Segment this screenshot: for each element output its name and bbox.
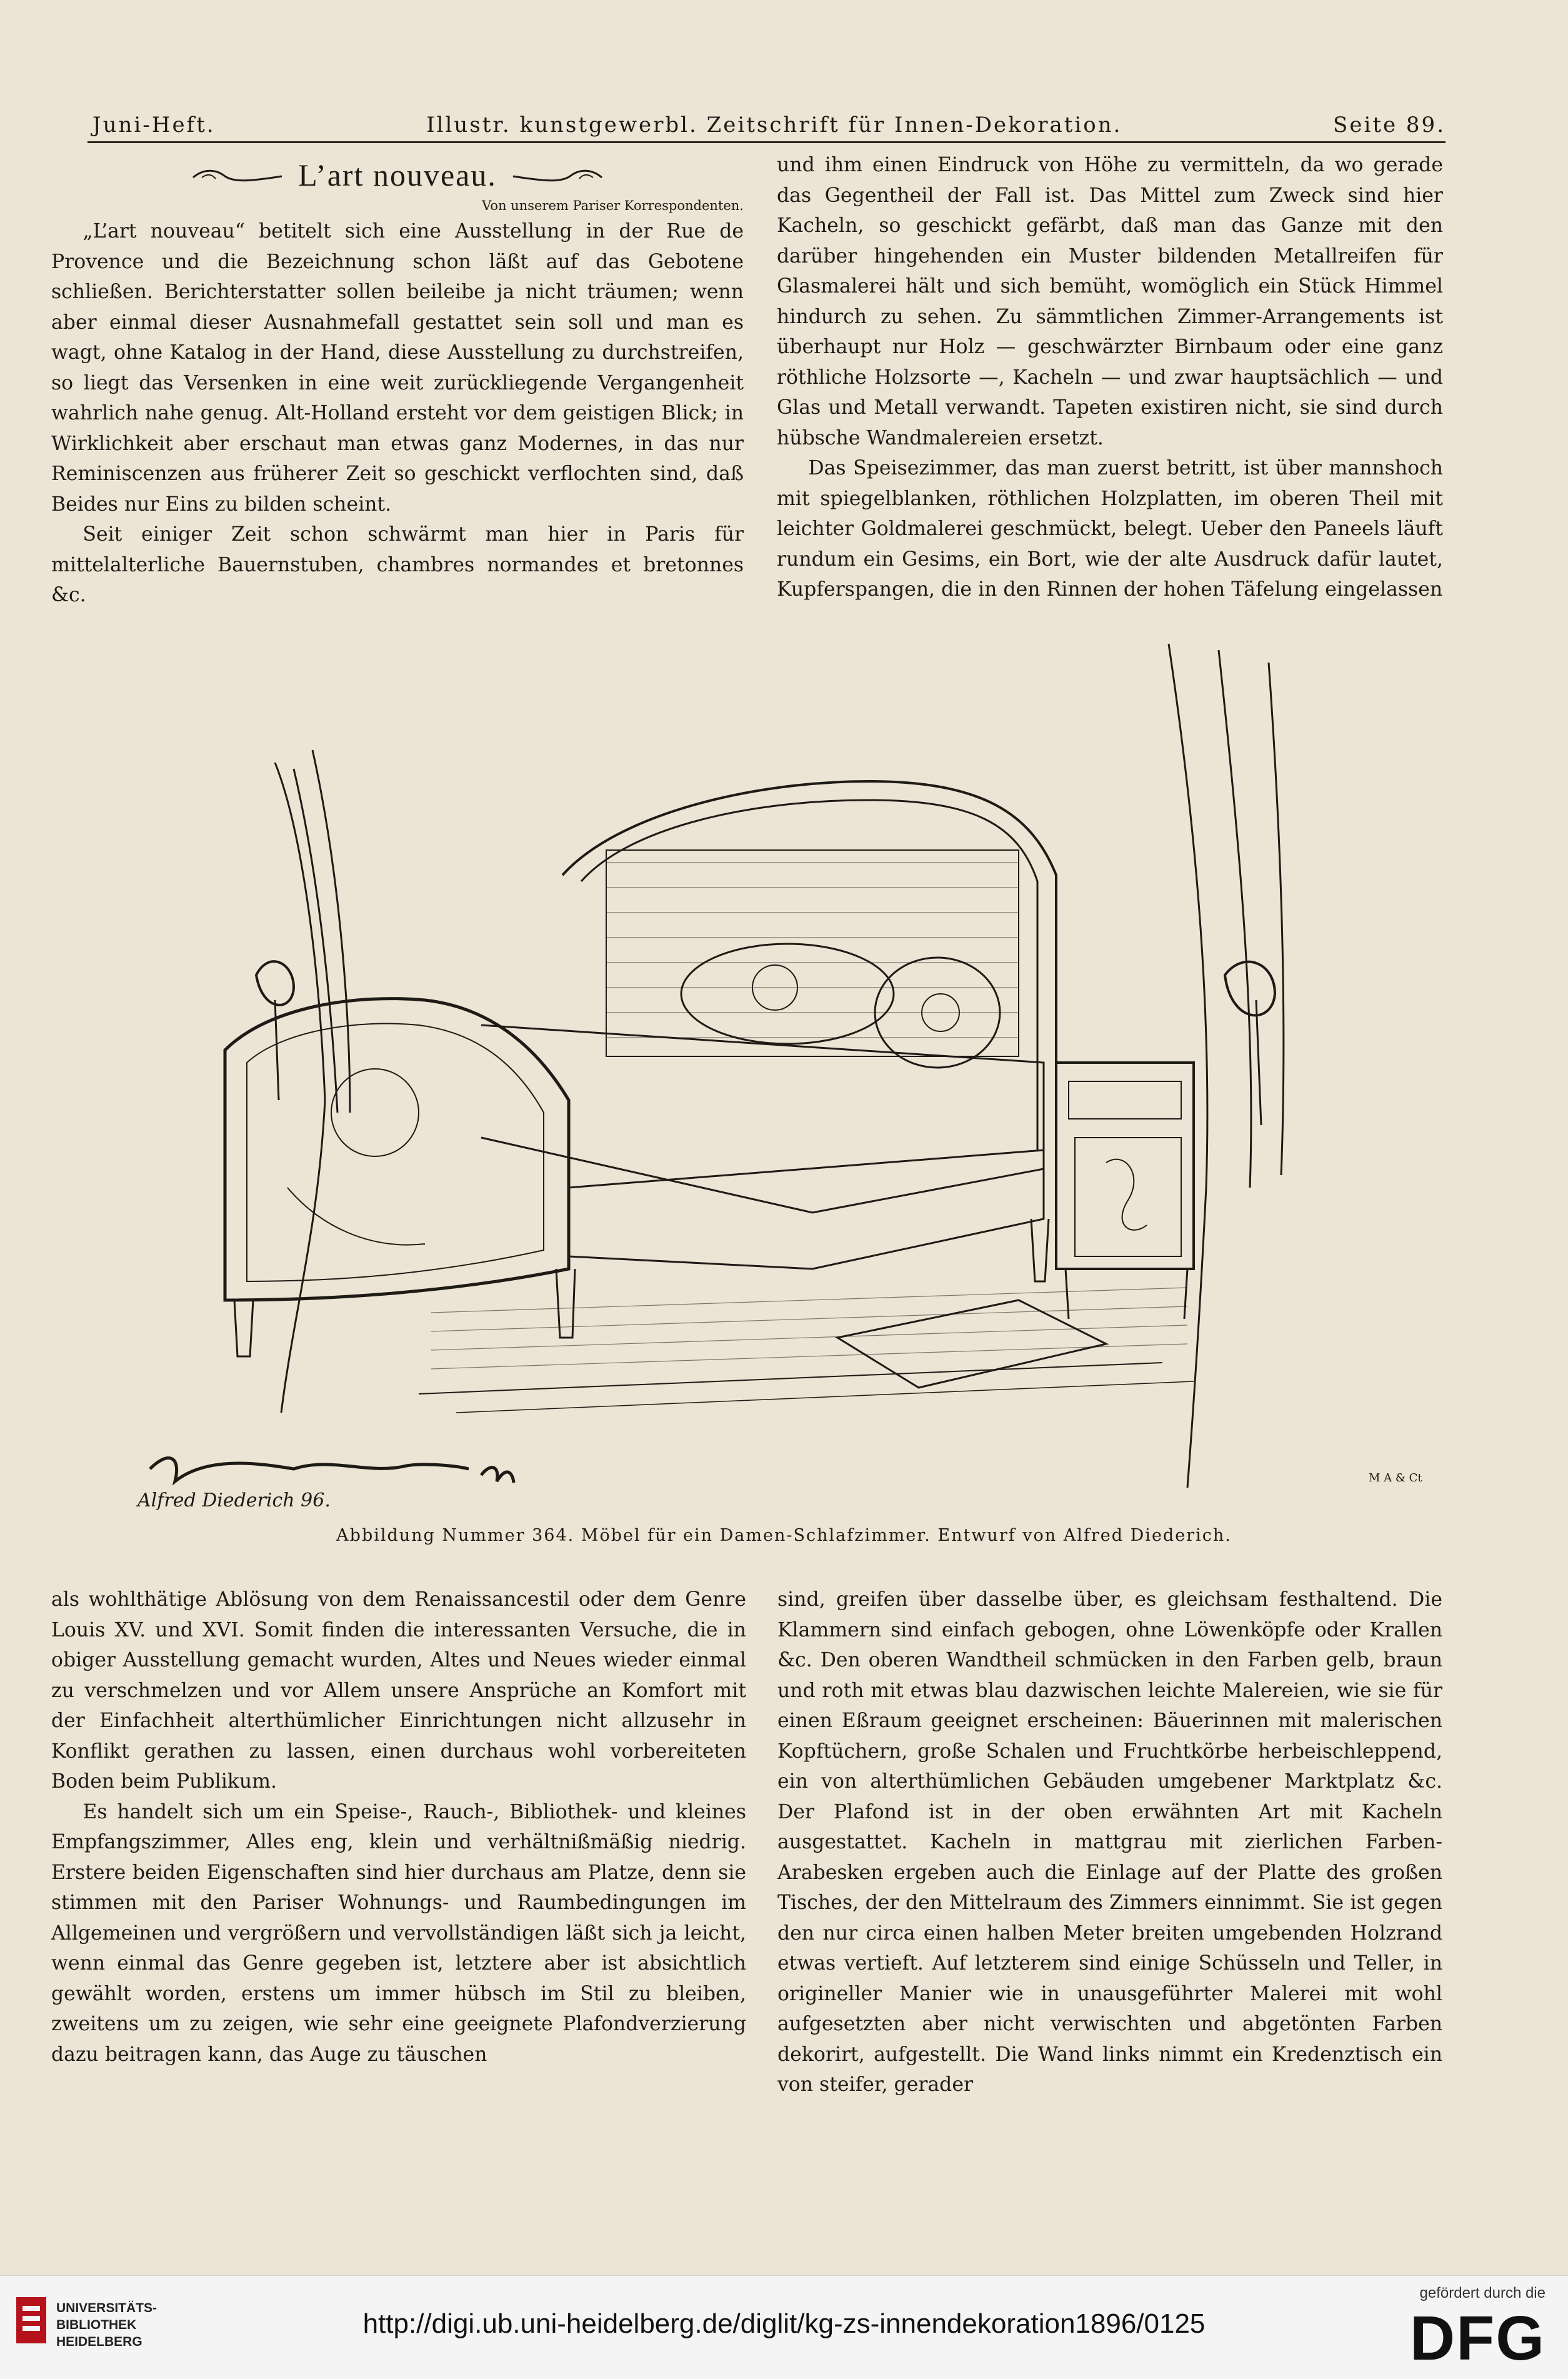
paragraph: Es handelt sich um ein Speise-, Rauch-, Bibliothek- und kleines Empfangszimmer, Alles eng, klein und verhältnißmäßig niedrig. Erstere beiden Eigenschaften sind hier durchaus am Platze, denn sie stimmen mit den Pariser Wohnungs- und Raumbedingungen im Allgemeinen und vergrößern und vervollständigen läßt sich ja leicht, wenn einmal das Genre gegeben ist, letztere aber ist absichtlich gewählt worden, erstens um immer hübsch im Stil zu bleiben, zweitens um zu zeigen, wie sehr eine geeignete Plafondverzierung dazu beitragen kann, das Auge zu täuschen: [51, 1800, 746, 2066]
engraver-mark: M A & Ct: [1369, 1471, 1422, 1485]
article-title: L’art nouveau.: [298, 157, 497, 193]
issue-label: Juni-Heft.: [92, 113, 216, 138]
institution-line: HEIDELBERG: [56, 2335, 142, 2349]
institution-line: UNIVERSITÄTS-: [56, 2301, 157, 2315]
column-left-bottom: [51, 1585, 746, 2070]
institution-line: BIBLIOTHEK: [56, 2318, 137, 2332]
head-rule: [87, 141, 1446, 143]
page-number: Seite 89.: [1333, 113, 1446, 138]
column-right-bottom: [777, 1585, 1442, 2100]
artist-signature-mark: [150, 1458, 514, 1483]
column-right-top: [777, 150, 1443, 605]
article-heading: [51, 155, 744, 195]
flourish-right-icon: [511, 163, 604, 188]
paragraph: „L’art nouveau“ betitelt sich eine Ausstellung in der Rue de Provence und die Bezeichnung schon läßt auf das Gebotene schließen. Berichterstatter sollen beileibe ja nicht träumen; wenn aber einmal dieser Ausnahmefall gestattet sein soll und man es wagt, ohne Katalog in der Hand, diese Ausstellung zu durchstreifen, so liegt das Versenken in eine weit zurückliegende Vergangenheit wahrlich nahe genug. Alt-Holland ersteht vor dem geistigen Blick; in Wirklichkeit aber erschaut man etwas ganz Modernes, in das nur Reminiscenzen aus früherer Zeit so geschickt verflochten sind, daß Beides nur Eins zu bilden scheint.: [51, 220, 744, 516]
flourish-left-icon: [191, 163, 284, 188]
bedroom-furniture-illustration: [131, 625, 1450, 1519]
figure-caption: Abbildung Nummer 364. Möbel für ein Damen-Schlafzimmer. Entwurf von Alfred Diederich.: [336, 1526, 1232, 1545]
digitization-footer: [0, 2275, 1568, 2379]
paragraph: und ihm einen Eindruck von Höhe zu vermitteln, da wo gerade das Gegentheil der Fall ist. Das Mittel zum Zweck sind hier Kacheln, so geschickt gefärbt, daß man das Ganze mit den darüber hingehenden ein Muster bildenden Metallreifen für Glasmalerei hält und sich bemüht, womöglich ein Stück Himmel hindurch zu sehen. Zu sämmtlichen Zimmer-Arrangements ist überhaupt nur Holz — geschwärzter Birnbaum oder eine ganz röthliche Holzsorte —, Kacheln — und zwar hauptsächlich — und Glas und Metall verwandt. Tapeten existiren nicht, sie sind durch hübsche Wandmalereien ersetzt.: [777, 154, 1443, 449]
mattress: [481, 1025, 1044, 1213]
article-byline: Von unserem Pariser Korrespondenten.: [482, 198, 744, 213]
sponsor-text: gefördert durch die: [1419, 2285, 1546, 2301]
journal-title: Illustr. kunstgewerbl. Zeitschrift für Innen-Dekoration.: [426, 113, 1122, 138]
left-curtain: [275, 763, 325, 1413]
paragraph: Seit einiger Zeit schon schwärmt man hier in Paris für mittelalterliche Bauernstuben, chambres normandes et bretonnes &c.: [51, 523, 744, 606]
running-head: [92, 94, 1446, 138]
dfg-logo: DFG: [1409, 2303, 1546, 2373]
right-curtain: [1169, 644, 1207, 1488]
permalink-url[interactable]: http://digi.ub.uni-heidelberg.de/diglit/kg-zs-innendekoration1896/0125: [362, 2308, 1206, 2339]
headboard: [562, 781, 1056, 1163]
paragraph: sind, greifen über dasselbe über, es gleichsam festhaltend. Die Klammern sind einfach gebogen, ohne Löwenköpfe oder Krallen &c. Den oberen Wandtheil schmücken in den Farben gelb, braun und roth mit etwas blau dazwischen leichte Malereien, wie sie für einen Eßraum geeignet erscheinen: Bäuerinnen mit malerischen Kopftüchern, große Schalen und Fruchtkörbe herbeischleppend, ein von alterthümlichen Gebäuden umgebener Marktplatz &c. Der Plafond ist in der oben erwähnten Art mit Kacheln ausgestattet. Kacheln in mattgrau mit zierlichen Farben-Arabesken ergeben auch die Einlage auf der Platte des großen Tisches, der den Mittelraum des Zimmers einnimmt. Sie ist gegen den nur circa einen halben Meter breiten umgebenden Holzrand etwas vertieft. Auf letzterem sind einige Schüsseln und Teller, in origineller Manier wie in unausgeführter Malerei mit wohl aufgesetzten aber nicht verwischten und abgetönten Farben dekorirt, aufgestellt. Die Wand links nimmt ein Kredenztisch ein von steifer, gerader: [777, 1588, 1442, 2096]
night-table: [1056, 1063, 1194, 1269]
artist-signature: Alfred Diederich 96.: [137, 1490, 331, 1511]
paragraph: als wohlthätige Ablösung von dem Renaissancestil oder dem Genre Louis XV. und XVI. Somit finden die interessanten Versuche, die in obiger Ausstellung gemacht wurden, Altes und Neues wieder einmal zu verschmelzen und vor Allem unsere Ansprüche an Komfort mit der Einfachheit alterthümlicher Einrichtungen nicht allzusehr in Konflikt gerathen zu lassen, einen durchaus wohl vorbereiteten Boden beim Publikum.: [51, 1588, 746, 1793]
pillow: [681, 944, 894, 1044]
paragraph: Das Speisezimmer, das man zuerst betritt, ist über mannshoch mit spiegelblanken, röthlichen Holzplatten, im oberen Theil mit leichter Goldmalerei geschmückt, belegt. Ueber den Paneels läuft rundum ein Gesims, ein Bort, wie der alte Ausdruck dafür lautet, Kupferspangen, die in den Rinnen der hohen Täfelung eingelassen: [777, 457, 1443, 601]
column-left-top: [51, 155, 744, 611]
